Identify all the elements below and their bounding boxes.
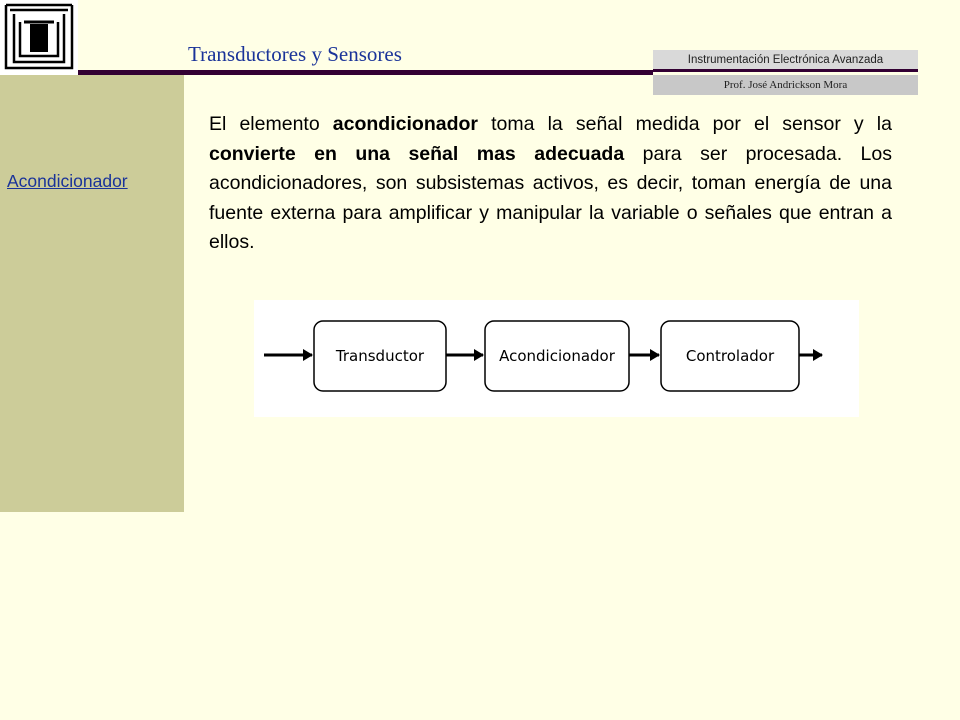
- course-badge: Instrumentación Electrónica Avanzada: [653, 50, 918, 72]
- block-label-controlador: Controlador: [685, 347, 775, 365]
- block-label-acondicionador: Acondicionador: [499, 347, 615, 365]
- page-title: Transductores y Sensores: [188, 42, 402, 66]
- block-diagram: [254, 300, 859, 417]
- institution-logo-icon: [0, 0, 78, 75]
- body-paragraph: [209, 110, 892, 258]
- body-bold-2: convierte en una señal mas adecuada: [209, 142, 625, 165]
- block-label-transductor: Transductor: [335, 347, 425, 365]
- body-text-1: El elemento: [209, 113, 333, 135]
- professor-badge: Prof. José Andrickson Mora: [653, 75, 918, 95]
- body-text-2: toma la señal medida por el sensor y la: [477, 113, 892, 135]
- sidebar-link-acondicionador[interactable]: Acondicionador: [7, 171, 128, 191]
- header-divider: [78, 70, 653, 75]
- body-text-3: para ser procesada. Los acondicionadores, son subsistemas activos, es decir, toman energía de una fuente externa para amplificar y manipular la variable o señales que entran a ellos.: [209, 142, 892, 253]
- body-bold-1: acondicionador: [332, 113, 478, 135]
- sidebar: [0, 75, 184, 512]
